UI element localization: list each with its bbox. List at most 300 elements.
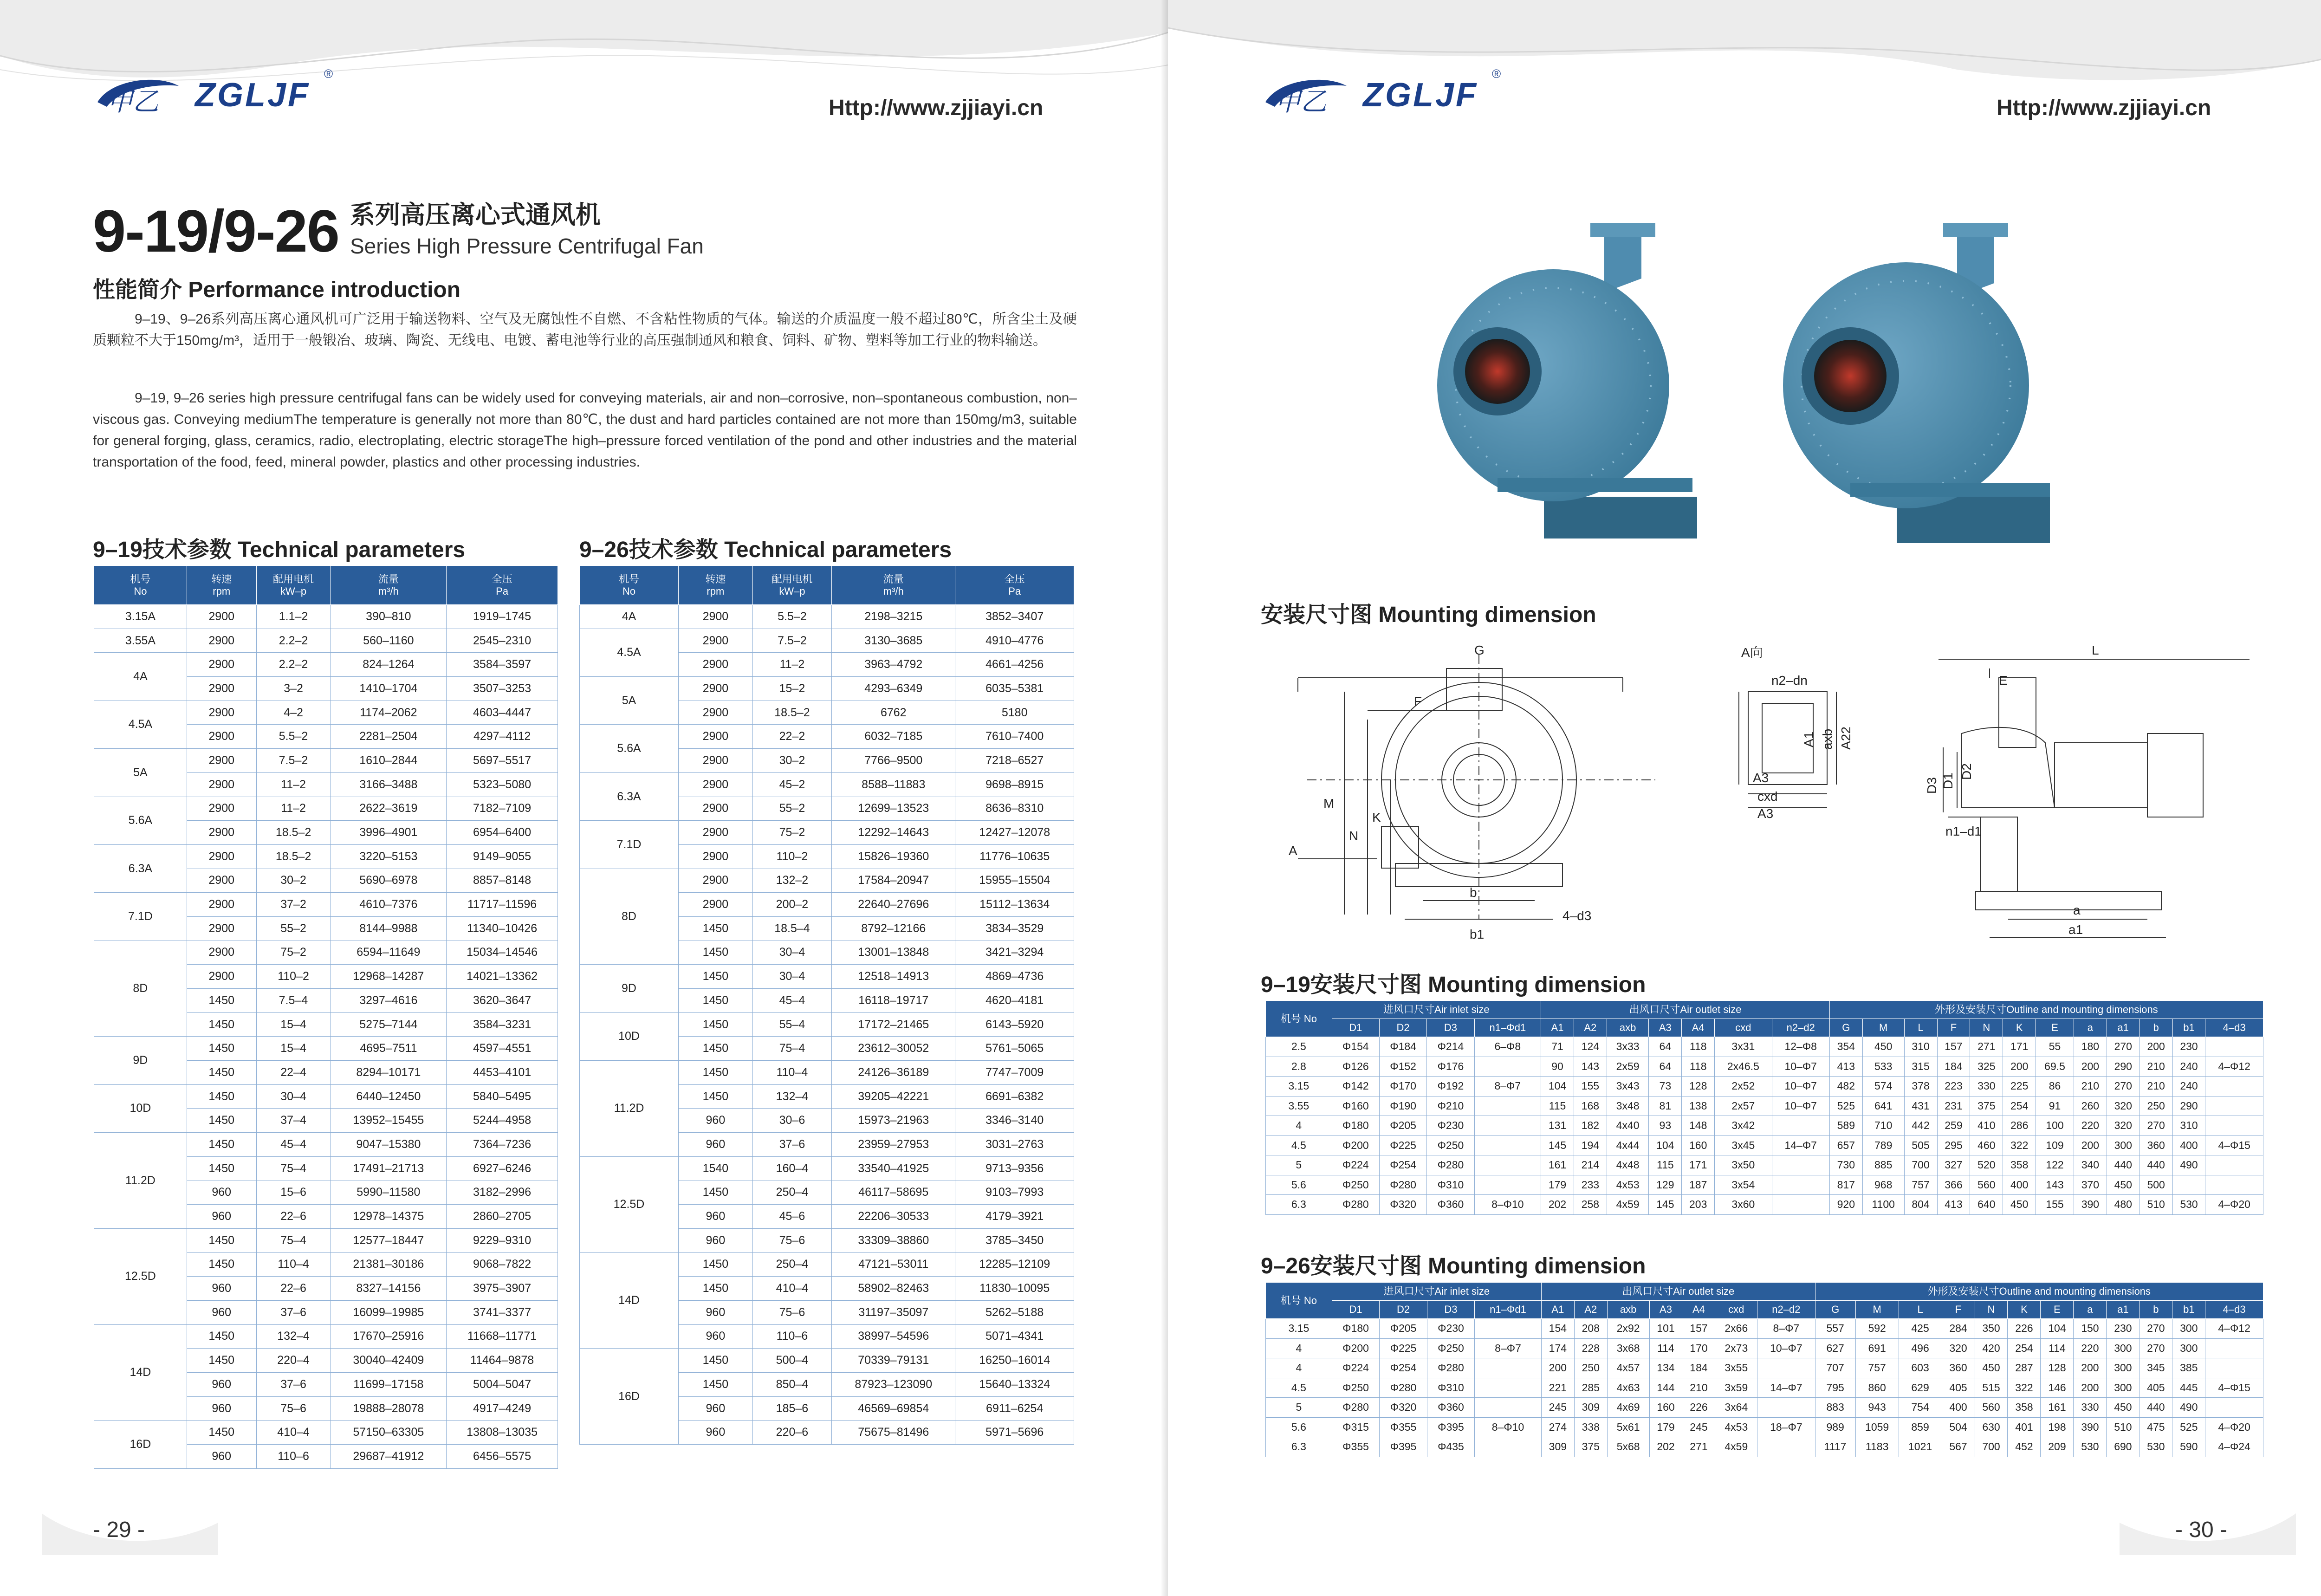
- cell-pressure: 3421–3294: [955, 941, 1074, 965]
- cell-flow: 70339–79131: [832, 1349, 955, 1373]
- table-cell: 115: [1541, 1096, 1574, 1116]
- table-cell: Φ142: [1332, 1077, 1379, 1096]
- table-cell: 73: [1649, 1077, 1682, 1096]
- cell-pressure: 4661–4256: [955, 653, 1074, 677]
- table-row: [1266, 1175, 2263, 1195]
- table-cell: 118: [1682, 1057, 1715, 1077]
- table-cell: [1475, 1398, 1542, 1418]
- table-row: [580, 965, 1074, 989]
- col-header: a: [2074, 1019, 2107, 1037]
- table-cell: 431: [1904, 1096, 1937, 1116]
- table-cell: [1474, 1155, 1541, 1175]
- col-header: b: [2139, 1301, 2172, 1319]
- cell-power: 220–4: [256, 1349, 331, 1373]
- table-cell: [1474, 1175, 1541, 1195]
- table-cell: 366: [1937, 1175, 1970, 1195]
- cell-rpm: 1450: [187, 1037, 256, 1061]
- cell-pressure: 13808–13035: [447, 1421, 558, 1445]
- table-cell: 230: [2107, 1319, 2139, 1339]
- table-cell: 520: [1970, 1155, 2003, 1175]
- registered-mark: ®: [324, 67, 333, 81]
- table-cell: 452: [2008, 1437, 2041, 1457]
- table-cell: 3x55: [1715, 1358, 1757, 1378]
- cell-flow: 560–1160: [331, 629, 447, 653]
- table-cell: 360: [1942, 1358, 1975, 1378]
- cell-rpm: 2900: [679, 797, 753, 821]
- table-cell: 104: [2041, 1319, 2074, 1339]
- cell-model: 10D: [94, 1084, 187, 1132]
- table-cell: 3x59: [1715, 1378, 1757, 1398]
- table-cell: Φ280: [1332, 1398, 1379, 1418]
- table-row: [94, 629, 558, 653]
- cell-rpm: 2900: [187, 725, 256, 749]
- cell-pressure: 5697–5517: [447, 749, 558, 773]
- table-cell: 230: [2172, 1037, 2205, 1057]
- cell-rpm: 2900: [679, 605, 753, 629]
- table-cell: 290: [2172, 1096, 2205, 1116]
- cell-model: 14D: [580, 1252, 679, 1349]
- table-cell: 482: [1829, 1077, 1862, 1096]
- cell-flow: 23612–30052: [832, 1037, 955, 1061]
- cell-rpm: 960: [187, 1396, 256, 1421]
- table-cell: 641: [1862, 1096, 1904, 1116]
- table-cell: 4x59: [1607, 1195, 1649, 1215]
- cell-power: 220–6: [752, 1421, 831, 1445]
- table-cell: 657: [1829, 1135, 1862, 1155]
- table-row: [580, 1156, 1074, 1181]
- cell-rpm: 960: [679, 1228, 753, 1252]
- cell-flow: 3297–4616: [331, 989, 447, 1013]
- table-row: [580, 772, 1074, 797]
- cell-pressure: 9698–8915: [955, 772, 1074, 797]
- table-cell: 8–Φ7: [1475, 1338, 1542, 1358]
- cell-pressure: 5180: [955, 701, 1074, 725]
- table-cell: 425: [1899, 1319, 1942, 1339]
- table-cell: 560: [1970, 1175, 2003, 1195]
- table-cell: 150: [2074, 1319, 2107, 1339]
- cell-power: 410–4: [256, 1421, 331, 1445]
- cell-model: 12.5D: [580, 1156, 679, 1252]
- table-cell: [1757, 1358, 1815, 1378]
- table-cell: 14–Φ7: [1772, 1135, 1829, 1155]
- table-cell: [2205, 1077, 2263, 1096]
- table-row: [94, 1421, 558, 1445]
- cell-flow: 12292–14643: [832, 821, 955, 845]
- table-header-row: [94, 566, 558, 605]
- cell-pressure: 8857–8148: [447, 869, 558, 893]
- table-cell: 270: [2107, 1037, 2139, 1057]
- dim-k: K: [1372, 810, 1381, 824]
- cell-flow: 19888–28078: [331, 1396, 447, 1421]
- page-number: - 29 -: [93, 1518, 145, 1542]
- cell-power: 850–4: [752, 1373, 831, 1397]
- cell-model: 5.6A: [94, 797, 187, 844]
- cell-pressure: 9103–7993: [955, 1181, 1074, 1205]
- cell-model: 3.55A: [94, 629, 187, 653]
- table-cell: 505: [1904, 1135, 1937, 1155]
- cell-model: 5A: [580, 677, 679, 725]
- col-header: A2: [1574, 1019, 1607, 1037]
- table-cell: Φ205: [1379, 1116, 1426, 1136]
- dim-e: E: [1999, 673, 2008, 688]
- cell-rpm: 2900: [187, 893, 256, 917]
- table-cell: 450: [2107, 1175, 2139, 1195]
- header-group: 外形及安装尺寸Outline and mounting dimensions: [1829, 1001, 2263, 1019]
- cell-model: 9D: [94, 1037, 187, 1084]
- cell-rpm: 2900: [679, 821, 753, 845]
- cell-flow: 29687–41912: [331, 1445, 447, 1469]
- table-cell: 490: [2172, 1398, 2205, 1418]
- cell-flow: 5690–6978: [331, 869, 447, 893]
- table-cell: 405: [2139, 1378, 2172, 1398]
- table-cell: 64: [1649, 1037, 1682, 1057]
- table-cell: 3.15: [1266, 1319, 1332, 1339]
- cell-pressure: 4620–4181: [955, 989, 1074, 1013]
- cell-rpm: 1450: [187, 1349, 256, 1373]
- table-cell: 1059: [1855, 1417, 1899, 1437]
- col-header: E: [2036, 1019, 2074, 1037]
- table-cell: Φ280: [1332, 1195, 1379, 1215]
- table-cell: 10–Φ7: [1772, 1057, 1829, 1077]
- table-cell: Φ355: [1380, 1417, 1427, 1437]
- cell-power: 45–4: [256, 1133, 331, 1157]
- col-header: n2–d2: [1757, 1301, 1815, 1319]
- table-cell: 413: [1829, 1057, 1862, 1077]
- cell-power: 75–6: [752, 1300, 831, 1324]
- col-header: axb: [1607, 1019, 1649, 1037]
- table-row: [1266, 1116, 2263, 1136]
- table-row: [94, 1084, 558, 1109]
- cell-rpm: 2900: [187, 821, 256, 845]
- table-cell: 4.5: [1266, 1135, 1332, 1155]
- table-row: [1266, 1037, 2263, 1057]
- table-cell: 330: [1970, 1077, 2003, 1096]
- col-header: b1: [2172, 1301, 2205, 1319]
- dim-n2-dn: n2–dn: [1771, 673, 1808, 688]
- cell-flow: 38997–54596: [832, 1324, 955, 1349]
- cell-power: 22–6: [256, 1277, 331, 1301]
- table-cell: 358: [2008, 1398, 2041, 1418]
- table-cell: Φ250: [1332, 1378, 1379, 1398]
- table-cell: 104: [1541, 1077, 1574, 1096]
- cell-flow: 6440–12450: [331, 1084, 447, 1109]
- cell-rpm: 2900: [187, 941, 256, 965]
- cell-flow: 3996–4901: [331, 821, 447, 845]
- table-cell: 450: [2003, 1195, 2036, 1215]
- cell-flow: 17172–21465: [832, 1012, 955, 1037]
- cell-power: 110–4: [752, 1061, 831, 1085]
- table-cell: 6–Φ8: [1474, 1037, 1541, 1057]
- table-cell: 131: [1541, 1116, 1574, 1136]
- cell-pressure: 3852–3407: [955, 605, 1074, 629]
- cell-rpm: 960: [679, 1133, 753, 1157]
- table-cell: 93: [1649, 1116, 1682, 1136]
- cell-rpm: 1450: [187, 1252, 256, 1277]
- cell-flow: 4293–6349: [832, 677, 955, 701]
- cell-pressure: 2860–2705: [447, 1205, 558, 1229]
- table-cell: [1474, 1096, 1541, 1116]
- cell-flow: 1610–2844: [331, 749, 447, 773]
- table-cell: [2205, 1338, 2263, 1358]
- cell-flow: 15826–19360: [832, 844, 955, 869]
- dim-m: M: [1323, 796, 1335, 811]
- table-cell: [1474, 1057, 1541, 1077]
- table-cell: [1475, 1358, 1542, 1378]
- cell-pressure: 15955–15504: [955, 869, 1074, 893]
- dim-n1-d1: n1–d1: [1945, 824, 1982, 838]
- header-group: 进风口尺寸Air inlet size: [1332, 1283, 1541, 1301]
- table-cell: 144: [1649, 1378, 1682, 1398]
- col-header: M: [1862, 1019, 1904, 1037]
- cell-pressure: 4910–4776: [955, 629, 1074, 653]
- cell-flow: 33309–38860: [832, 1228, 955, 1252]
- cell-flow: 33540–41925: [832, 1156, 955, 1181]
- table-cell: Φ180: [1332, 1319, 1379, 1339]
- fan-image-2: [1783, 223, 2050, 543]
- website-url[interactable]: Http://www.zjjiayi.cn: [1997, 96, 2211, 120]
- cell-power: 15–2: [752, 677, 831, 701]
- col-header: K: [2003, 1019, 2036, 1037]
- table-cell: 2.5: [1266, 1037, 1332, 1057]
- table-header-row: [580, 566, 1074, 605]
- cell-power: 185–6: [752, 1396, 831, 1421]
- table-cell: 226: [1682, 1398, 1715, 1418]
- cell-rpm: 960: [187, 1300, 256, 1324]
- table-cell: 340: [2074, 1155, 2107, 1175]
- table-cell: 525: [1829, 1096, 1862, 1116]
- cell-flow: 2198–3215: [832, 605, 955, 629]
- col-header: A1: [1541, 1019, 1574, 1037]
- table-cell: 187: [1682, 1175, 1715, 1195]
- cell-pressure: 5244–4958: [447, 1109, 558, 1133]
- cell-power: 22–2: [752, 725, 831, 749]
- table-cell: 210: [2139, 1057, 2172, 1077]
- cell-flow: 390–810: [331, 605, 447, 629]
- table-cell: 4x69: [1607, 1398, 1649, 1418]
- table-cell: 14–Φ7: [1757, 1378, 1815, 1398]
- table-cell: 1100: [1862, 1195, 1904, 1215]
- table-cell: 2x59: [1607, 1057, 1649, 1077]
- cell-power: 55–2: [752, 797, 831, 821]
- cell-power: 37–2: [256, 893, 331, 917]
- page-number: - 30 -: [2175, 1518, 2228, 1542]
- table-cell: 496: [1899, 1338, 1942, 1358]
- table-cell: 310: [1904, 1037, 1937, 1057]
- table-cell: 640: [1970, 1195, 2003, 1215]
- cell-model: 11.2D: [94, 1133, 187, 1229]
- col-kw: 配用电机 kW–p: [752, 566, 831, 605]
- cell-power: 37–6: [752, 1133, 831, 1157]
- col-pressure: 全压 Pa: [447, 566, 558, 605]
- table-cell: 515: [1975, 1378, 2008, 1398]
- table-cell: 420: [1975, 1338, 2008, 1358]
- table-cell: 322: [2003, 1135, 2036, 1155]
- table-cell: 730: [1829, 1155, 1862, 1175]
- cell-flow: 8792–12166: [832, 916, 955, 941]
- header-group: 出风口尺寸Air outlet size: [1541, 1001, 1830, 1019]
- table-cell: 86: [2036, 1077, 2074, 1096]
- table-cell: 4–Φ15: [2205, 1378, 2263, 1398]
- table-cell: 400: [1942, 1398, 1975, 1418]
- cell-pressure: 11464–9878: [447, 1349, 558, 1373]
- brand-logo: [93, 67, 333, 121]
- table-cell: 290: [2107, 1057, 2139, 1077]
- col-header: cxd: [1715, 1301, 1757, 1319]
- cell-power: 45–2: [752, 772, 831, 797]
- table-row: [580, 605, 1074, 629]
- table-cell: 160: [1682, 1135, 1715, 1155]
- table-cell: 210: [1682, 1378, 1715, 1398]
- table-cell: 400: [2172, 1135, 2205, 1155]
- table-cell: 208: [1574, 1319, 1607, 1339]
- cell-flow: 3166–3488: [331, 772, 447, 797]
- table-cell: 375: [1970, 1096, 2003, 1116]
- table-cell: 4–Φ12: [2205, 1057, 2263, 1077]
- cell-flow: 57150–63305: [331, 1421, 447, 1445]
- table-cell: 171: [2003, 1037, 2036, 1057]
- cell-model: 5A: [94, 749, 187, 797]
- cell-pressure: 7218–6527: [955, 749, 1074, 773]
- cell-rpm: 2900: [187, 869, 256, 893]
- table-cell: 223: [1937, 1077, 1970, 1096]
- dim-axb: axb: [1820, 728, 1835, 750]
- dim-a3: A3: [1753, 771, 1769, 785]
- table-cell: 4x40: [1607, 1116, 1649, 1136]
- table-cell: 260: [2074, 1096, 2107, 1116]
- table-cell: 300: [2107, 1378, 2139, 1398]
- cell-pressure: 6035–5381: [955, 677, 1074, 701]
- table-row: [1266, 1398, 2263, 1418]
- table-cell: Φ395: [1380, 1437, 1427, 1457]
- table-row: [94, 701, 558, 725]
- table-cell: 250: [1574, 1358, 1607, 1378]
- cell-rpm: 2900: [187, 653, 256, 677]
- table-row: [580, 1252, 1074, 1277]
- table-cell: 240: [2172, 1077, 2205, 1096]
- cell-rpm: 1450: [679, 916, 753, 941]
- table-cell: [2205, 1096, 2263, 1116]
- cell-rpm: 2900: [679, 869, 753, 893]
- table-cell: 184: [1682, 1358, 1715, 1378]
- table-cell: Φ184: [1379, 1037, 1426, 1057]
- website-url[interactable]: Http://www.zjjiayi.cn: [829, 96, 1044, 120]
- cell-flow: 3963–4792: [832, 653, 955, 677]
- table-cell: 390: [2074, 1417, 2107, 1437]
- table-cell: [1474, 1135, 1541, 1155]
- cell-pressure: 15034–14546: [447, 941, 558, 965]
- table-row: [580, 821, 1074, 845]
- cell-power: 30–4: [256, 1084, 331, 1109]
- m919-heading: 9–19安装尺寸图 Mounting dimension: [1261, 973, 1646, 997]
- table-cell: 179: [1541, 1175, 1574, 1195]
- table-cell: 3x45: [1715, 1135, 1772, 1155]
- table-cell: 115: [1649, 1155, 1682, 1175]
- cell-pressure: 3507–3253: [447, 677, 558, 701]
- table-cell: 320: [2107, 1096, 2139, 1116]
- table-cell: 300: [2107, 1135, 2139, 1155]
- cell-flow: 47121–53011: [832, 1252, 955, 1277]
- table-cell: 157: [1937, 1037, 1970, 1057]
- cell-rpm: 2900: [187, 965, 256, 989]
- table-cell: 182: [1574, 1116, 1607, 1136]
- table-cell: 270: [2139, 1319, 2172, 1339]
- table-cell: 155: [2036, 1195, 2074, 1215]
- cell-power: 15–4: [256, 1037, 331, 1061]
- table-cell: 385: [2172, 1358, 2205, 1378]
- dim-b1: b1: [1470, 927, 1485, 941]
- table-cell: 883: [1815, 1398, 1855, 1418]
- table-cell: [1772, 1195, 1829, 1215]
- cell-rpm: 2900: [187, 605, 256, 629]
- table-row: [94, 1228, 558, 1252]
- table-cell: 4x63: [1607, 1378, 1649, 1398]
- table-cell: 5.6: [1266, 1175, 1332, 1195]
- table-cell: 270: [2139, 1116, 2172, 1136]
- table-cell: 310: [2172, 1116, 2205, 1136]
- table-cell: 225: [2003, 1077, 2036, 1096]
- table-cell: 81: [1649, 1096, 1682, 1116]
- cell-rpm: 960: [187, 1373, 256, 1397]
- table-cell: 860: [1855, 1378, 1899, 1398]
- cell-rpm: 2900: [187, 772, 256, 797]
- cell-model: 4A: [94, 653, 187, 701]
- table-cell: Φ250: [1427, 1135, 1474, 1155]
- table-cell: 240: [2172, 1057, 2205, 1077]
- table-cell: 64: [1649, 1057, 1682, 1077]
- table-cell: 630: [1975, 1417, 2008, 1437]
- table-cell: 145: [1541, 1135, 1574, 1155]
- cell-power: 55–4: [752, 1012, 831, 1037]
- cell-model: 8D: [94, 941, 187, 1037]
- col-header: F: [1942, 1301, 1975, 1319]
- cell-pressure: 11340–10426: [447, 916, 558, 941]
- cell-rpm: 1450: [679, 1277, 753, 1301]
- cell-flow: 2281–2504: [331, 725, 447, 749]
- table-cell: 530: [2074, 1437, 2107, 1457]
- table-cell: Φ280: [1380, 1378, 1427, 1398]
- table-cell: 203: [1682, 1195, 1715, 1215]
- table-cell: 460: [1970, 1135, 2003, 1155]
- cell-rpm: 1450: [679, 1181, 753, 1205]
- cell-model: 8D: [580, 869, 679, 965]
- cell-flow: 46569–69854: [832, 1396, 955, 1421]
- cell-power: 2.2–2: [256, 629, 331, 653]
- cell-pressure: 4869–4736: [955, 965, 1074, 989]
- cell-rpm: 2900: [679, 749, 753, 773]
- table-cell: [1757, 1437, 1815, 1457]
- table-cell: 3x60: [1715, 1195, 1772, 1215]
- table-cell: 968: [1862, 1175, 1904, 1195]
- col-header: b1: [2172, 1019, 2205, 1037]
- col-header: L: [1904, 1019, 1937, 1037]
- table-cell: 198: [2041, 1417, 2074, 1437]
- cell-power: 30–2: [752, 749, 831, 773]
- cell-flow: 6762: [832, 701, 955, 725]
- table-cell: 504: [1942, 1417, 1975, 1437]
- title-en: Series High Pressure Centrifugal Fan: [350, 234, 704, 258]
- table-cell: 325: [1970, 1057, 2003, 1077]
- table-row: [1266, 1437, 2263, 1457]
- cell-pressure: 5840–5495: [447, 1084, 558, 1109]
- table-cell: 4–Φ24: [2205, 1437, 2263, 1457]
- table-9-19-technical: [94, 565, 558, 1469]
- cell-power: 37–6: [256, 1300, 331, 1324]
- table-cell: Φ280: [1427, 1358, 1474, 1378]
- col-header: D1: [1332, 1019, 1379, 1037]
- dim-g: G: [1474, 643, 1485, 657]
- table-cell: Φ250: [1427, 1338, 1474, 1358]
- table-cell: 161: [2041, 1398, 2074, 1418]
